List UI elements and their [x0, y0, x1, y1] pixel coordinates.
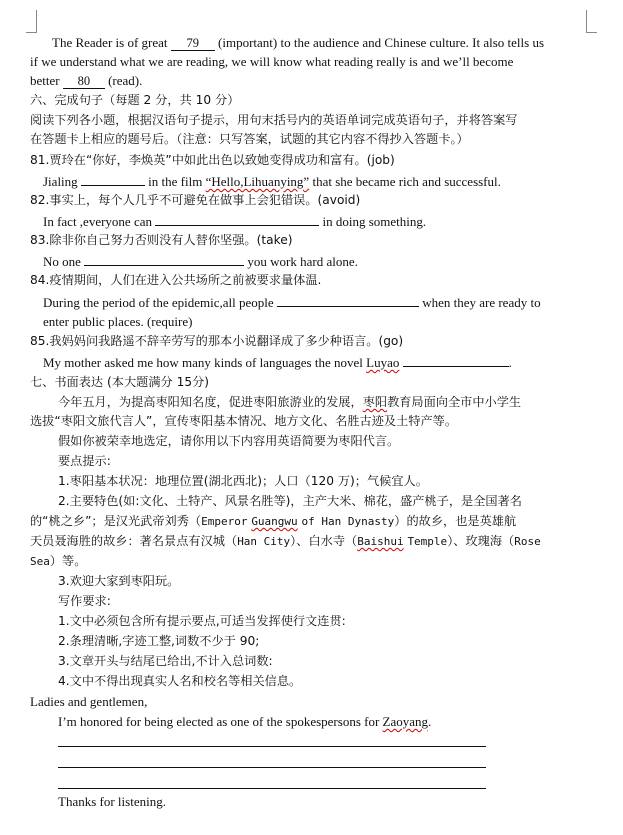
- writing-intro: 假如你被荣幸地选定，请你用以下内容用英语简要为枣阳代言。: [58, 434, 400, 448]
- point-2-cont: [30, 533, 541, 550]
- requirement-3: 3.文章开头与结尾已给出,不计入总词数:: [58, 654, 273, 668]
- text: 教育局面向全市中小学生: [387, 395, 522, 409]
- text: ）、玫瑰海（: [447, 534, 515, 548]
- question-82-sentence: [43, 212, 426, 230]
- text: Emperor: [201, 515, 248, 528]
- requirement-4: 4.文中不得出现真实人名和校名等相关信息。: [58, 674, 302, 688]
- question-81-prompt: 81.贾玲在“你好，李焕英”中如此出色以致她变得成功和富有。(job): [30, 153, 395, 167]
- answer-blank-79: 79: [171, 37, 215, 51]
- text: During the period of the epidemic,all people: [43, 295, 274, 310]
- text: of Han Dynasty: [301, 515, 395, 528]
- essay-closing: Thanks for listening.: [58, 794, 166, 809]
- requirement-1: 1.文中必须包含所有提示要点,可适当发挥使行文连贯:: [58, 614, 346, 628]
- text: you work hard alone.: [247, 254, 358, 269]
- text: (important) to the audience and Chinese culture. It also tells us: [218, 35, 545, 50]
- text: No one: [43, 254, 81, 269]
- writing-line[interactable]: [58, 767, 486, 768]
- place-name: Zaoyang: [382, 714, 429, 729]
- margin-corner-mark: [26, 10, 37, 33]
- text: in doing something.: [322, 214, 427, 229]
- text: In fact ,everyone can: [43, 214, 152, 229]
- requirements-title: 写作要求:: [58, 594, 111, 608]
- point-3: 3.欢迎大家到枣阳玩。: [58, 574, 180, 588]
- points-title: 要点提示:: [58, 454, 111, 468]
- question-82-prompt: 82.事实上，每个人几乎不可避免在做事上会犯错误。(avoid): [30, 193, 361, 207]
- text: 今年五月，为提高枣阳知名度，促进枣阳旅游业的发展，: [58, 395, 363, 409]
- film-title: “Hello,Lihuanying”: [205, 174, 310, 189]
- text: ）等。: [49, 554, 87, 568]
- essay-opening: [58, 713, 431, 730]
- novel-author: Luyao: [366, 355, 400, 370]
- text: .: [508, 355, 512, 370]
- requirement-2: 2.条理清晰,字迹工整,词数不少于 90;: [58, 634, 260, 648]
- answer-blank-80: 80: [63, 75, 105, 89]
- text: Han City: [237, 535, 291, 548]
- text: in the film: [148, 174, 203, 189]
- text: I’m honored for being elected as one of the spokespersons for: [58, 714, 380, 729]
- question-84-prompt: 84.疫情期间，人们在进入公共场所之前被要求量体温.: [30, 273, 322, 287]
- point-2-cont: [30, 553, 86, 570]
- section-7-heading: 七、书面表达 (本大题满分 15分): [30, 375, 210, 389]
- reading-line-2: if we understand what we are reading, we will know what reading really is and we’ll become: [30, 54, 514, 69]
- text: ）、白水寺（: [290, 534, 358, 548]
- reading-line-3: [30, 72, 142, 89]
- essay-greeting: Ladies and gentlemen,: [30, 694, 148, 709]
- text: .: [428, 714, 432, 729]
- answer-blank-84[interactable]: [277, 293, 419, 307]
- section-6-instruction: 阅读下列各小题，根据汉语句子提示，用句末括号内的英语单词完成英语句子，并将答案写: [30, 113, 518, 127]
- question-85-sentence: [43, 353, 512, 371]
- answer-blank-85[interactable]: [403, 353, 509, 367]
- question-84-sentence-cont: enter public places. (require): [43, 314, 193, 329]
- text: when they are ready to: [422, 295, 541, 310]
- writing-line[interactable]: [58, 746, 486, 747]
- text: Temple: [407, 535, 448, 548]
- section-6-heading: 六、完成句子（每题 2 分，共 10 分）: [30, 93, 240, 107]
- writing-line[interactable]: [58, 788, 486, 789]
- text: better: [30, 73, 60, 88]
- section-6-instruction: 在答题卡上相应的题号后。（注意：只写答案，试题的其它内容不得抄入答题卡。）: [30, 132, 469, 146]
- writing-intro: 选拔“枣阳文旅代言人”，宣传枣阳基本情况、地方文化、名胜古迹及土特产等。: [30, 414, 458, 428]
- text: 的“桃之乡”；是汉光武帝刘秀（: [30, 514, 202, 528]
- text: ）的故乡，也是英雄航: [394, 514, 517, 528]
- place-name: 枣阳: [362, 395, 388, 409]
- point-1: 1.枣阳基本状况：地理位置(湖北西北)；人口（120 万)；气候宜人。: [58, 474, 428, 488]
- text: 天员聂海胜的故乡：著名景点有汉城（: [30, 534, 238, 548]
- text: Guangwu: [251, 515, 298, 528]
- question-84-sentence: [43, 293, 541, 311]
- writing-intro: [58, 394, 521, 411]
- question-83-sentence: [43, 252, 358, 270]
- answer-blank-82[interactable]: [155, 212, 319, 226]
- question-81-sentence: [43, 172, 501, 190]
- text: Sea: [30, 555, 50, 568]
- question-83-prompt: 83.除非你自己努力否则没有人替你坚强。(take): [30, 233, 293, 247]
- text: (read).: [108, 73, 143, 88]
- text: The Reader is of great: [52, 35, 168, 50]
- point-2-cont: [30, 513, 516, 530]
- text: My mother asked me how many kinds of languages the novel: [43, 355, 363, 370]
- reading-line-1: [52, 34, 544, 51]
- text: that she became rich and successful.: [312, 174, 501, 189]
- text: Jialing: [43, 174, 78, 189]
- text: Rose: [514, 535, 541, 548]
- point-2: 2.主要特色(如:文化、土特产、风景名胜等)，主产大米、棉花，盛产桃子，是全国著名: [58, 494, 522, 508]
- margin-corner-mark: [586, 10, 597, 33]
- question-85-prompt: 85.我妈妈问我路遥不辞辛劳写的那本小说翻译成了多少种语言。(go): [30, 334, 404, 348]
- answer-blank-81[interactable]: [81, 172, 145, 186]
- text: Baishui: [357, 535, 404, 548]
- answer-blank-83[interactable]: [84, 252, 244, 266]
